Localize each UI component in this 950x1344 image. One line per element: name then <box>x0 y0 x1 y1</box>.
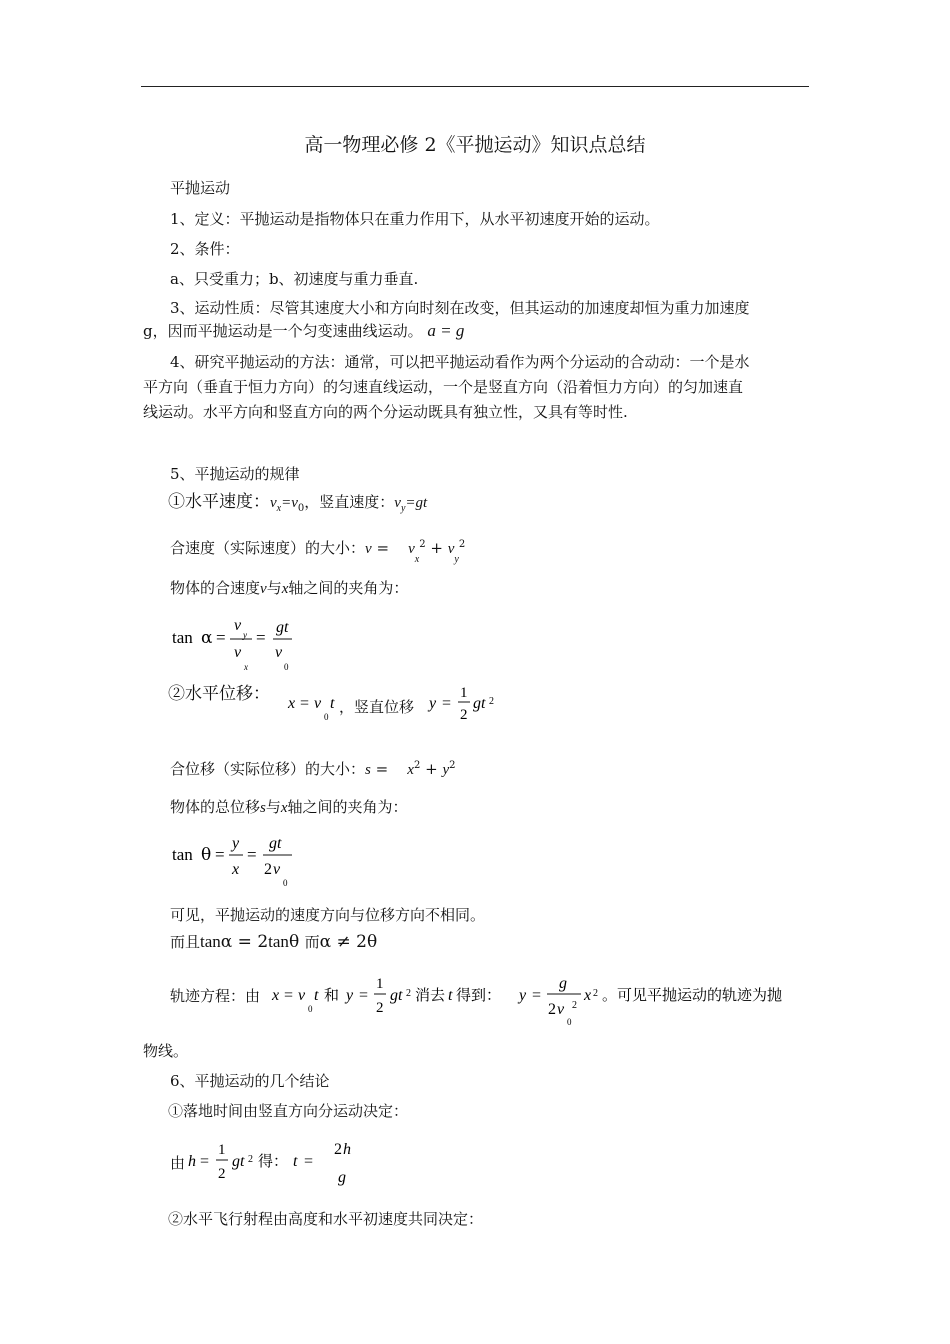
paragraph-method-line3: 线运动。水平方向和竖直方向的两个分运动既具有独立性，又具有等时性. <box>143 403 628 421</box>
svg-text:y: y <box>346 987 354 1004</box>
svg-text:2: 2 <box>406 988 411 999</box>
svg-text:和: 和 <box>324 986 340 1004</box>
paragraph-nature-line2: g，因而平抛运动是一个匀变速曲线运动。 a = g <box>143 321 465 340</box>
svg-text:g: g <box>559 975 567 992</box>
paragraph-method-line2: 平方向（垂直于恒力方向）的匀速直线运动，一个是竖直方向（沿着恒力方向）的匀加速直 <box>143 378 744 396</box>
svg-text:2: 2 <box>264 861 272 878</box>
svg-text:=: = <box>216 628 226 647</box>
trajectory-line2: 物线。 <box>143 1042 189 1060</box>
velocity-angle-intro: 物体的合速度v与x轴之间的夹角为： <box>170 579 409 597</box>
svg-text:gt: gt <box>276 619 289 636</box>
svg-text:=: = <box>200 1153 210 1170</box>
svg-text:2: 2 <box>334 1141 342 1158</box>
svg-text:v: v <box>273 861 281 878</box>
svg-text:=: = <box>247 845 257 864</box>
header-rule <box>141 86 809 87</box>
resultant-velocity: 合速度（实际速度）的大小：v = $v_x^2 + v_y^2$ <box>170 539 466 565</box>
svg-text:2: 2 <box>572 1000 577 1011</box>
svg-text:gt: gt <box>473 695 486 712</box>
page-title: 高一物理必修 2《平抛运动》知识点总结 <box>304 134 646 156</box>
svg-text:y: y <box>232 835 240 852</box>
svg-text:v: v <box>557 1001 565 1018</box>
resultant-displacement: 合位移（实际位移）的大小：s = $x^2 + y^2$ <box>170 760 456 778</box>
svg-text:1: 1 <box>218 1142 226 1158</box>
formula-a-equals-g: a = g <box>427 321 465 340</box>
formula-tan-alpha <box>168 612 308 676</box>
svg-text:gt: gt <box>269 835 282 852</box>
svg-text:x: x <box>232 861 240 878</box>
svg-text:2: 2 <box>218 1166 226 1182</box>
svg-text:0: 0 <box>308 1004 313 1014</box>
svg-text:1: 1 <box>460 685 468 701</box>
displacement-angle-intro: 物体的总位移s与x轴之间的夹角为： <box>170 798 408 816</box>
svg-text:=: = <box>284 987 294 1004</box>
svg-text:0: 0 <box>567 1017 572 1027</box>
svg-text:t: t <box>448 987 453 1004</box>
svg-text:v: v <box>234 617 242 634</box>
svg-text:v: v <box>314 695 322 712</box>
conclusion-direction: 可见，平抛运动的速度方向与位移方向不相同。 <box>170 906 486 924</box>
svg-text:1: 1 <box>376 976 384 992</box>
svg-text:2: 2 <box>548 1001 556 1018</box>
section-conclusions-heading: 6、平抛运动的几个结论 <box>170 1072 330 1090</box>
svg-text:x: x <box>244 662 248 672</box>
formula-fall-time <box>184 1132 384 1190</box>
svg-text:2: 2 <box>248 1154 253 1165</box>
paragraph-definition: 1、定义：平抛运动是指物体只在重力作用下，从水平初速度开始的运动。 <box>170 210 660 228</box>
displacement-sep: ，竖直位移 <box>339 698 415 716</box>
svg-text:t: t <box>314 987 319 1004</box>
svg-text:2: 2 <box>376 1000 384 1016</box>
conclusion-fall-time: ①落地时间由竖直方向分运动决定： <box>168 1102 409 1120</box>
svg-text:2: 2 <box>460 707 468 723</box>
svg-text:=: = <box>256 628 266 647</box>
svg-text:。可见平抛运动的轨迹为抛: 。可见平抛运动的轨迹为抛 <box>602 986 783 1004</box>
svg-text:g: g <box>338 1169 346 1186</box>
paragraph-method-line1: 4、研究平抛运动的方法：通常，可以把平抛运动看作为两个分运动的合动动：一个是水 <box>170 353 750 371</box>
velocity-components: ①水平速度：$v_x=v_0$，竖直速度：$v_y=gt$ <box>168 492 428 514</box>
paragraph-conditions-detail: a、只受重力；b、初速度与重力垂直. <box>170 270 419 288</box>
paragraph-conditions: 2、条件： <box>170 240 240 258</box>
svg-text:θ: θ <box>201 845 212 865</box>
svg-text:v: v <box>234 644 242 661</box>
svg-text:gt: gt <box>232 1153 245 1170</box>
trajectory-label: 轨迹方程：由 <box>170 987 261 1005</box>
svg-text:消去: 消去 <box>415 986 446 1004</box>
svg-text:得到：: 得到： <box>456 986 502 1004</box>
svg-text:=: = <box>300 695 310 712</box>
svg-text:x: x <box>584 987 592 1004</box>
svg-text:=: = <box>215 845 225 864</box>
formula-angle-relation: 而且tanα = 2tanθ 而α ≠ 2θ <box>170 932 378 952</box>
svg-text:tan: tan <box>172 845 193 864</box>
svg-text:v: v <box>275 644 283 661</box>
svg-text:=: = <box>304 1153 314 1170</box>
svg-text:h: h <box>188 1153 196 1170</box>
displacement-components: ②水平位移： <box>168 684 270 704</box>
svg-text:y: y <box>429 695 437 712</box>
svg-text:y: y <box>519 987 527 1004</box>
svg-text:α: α <box>201 628 213 648</box>
svg-text:0: 0 <box>283 878 288 888</box>
svg-text:2: 2 <box>489 696 494 707</box>
formula-trajectory <box>266 966 806 1030</box>
fall-time-prefix: 由 <box>170 1154 186 1172</box>
svg-text:t: t <box>330 695 335 712</box>
svg-text:0: 0 <box>284 662 289 672</box>
svg-text:t: t <box>293 1153 298 1170</box>
svg-text:x: x <box>288 695 296 712</box>
svg-text:得：: 得： <box>258 1152 289 1170</box>
section-rules-heading: 5、平抛运动的规律 <box>170 465 300 483</box>
svg-text:=: = <box>532 987 542 1004</box>
svg-text:y: y <box>243 630 247 640</box>
svg-text:gt: gt <box>390 987 403 1004</box>
section-heading: 平抛运动 <box>170 179 231 197</box>
svg-text:=: = <box>442 695 452 712</box>
svg-text:v: v <box>298 987 306 1004</box>
svg-text:=: = <box>359 987 369 1004</box>
paragraph-nature-line1: 3、运动性质：尽管其速度大小和方向时刻在改变，但其运动的加速度却恒为重力加速度 <box>170 299 750 317</box>
svg-text:tan: tan <box>172 628 193 647</box>
svg-text:0: 0 <box>324 712 329 722</box>
conclusion-range: ②水平飞行射程由高度和水平初速度共同决定： <box>168 1210 484 1228</box>
formula-vertical-displacement <box>425 680 515 726</box>
svg-text:x: x <box>272 987 280 1004</box>
formula-tan-theta <box>168 830 308 892</box>
svg-text:h: h <box>343 1141 351 1158</box>
svg-text:2: 2 <box>593 988 598 999</box>
